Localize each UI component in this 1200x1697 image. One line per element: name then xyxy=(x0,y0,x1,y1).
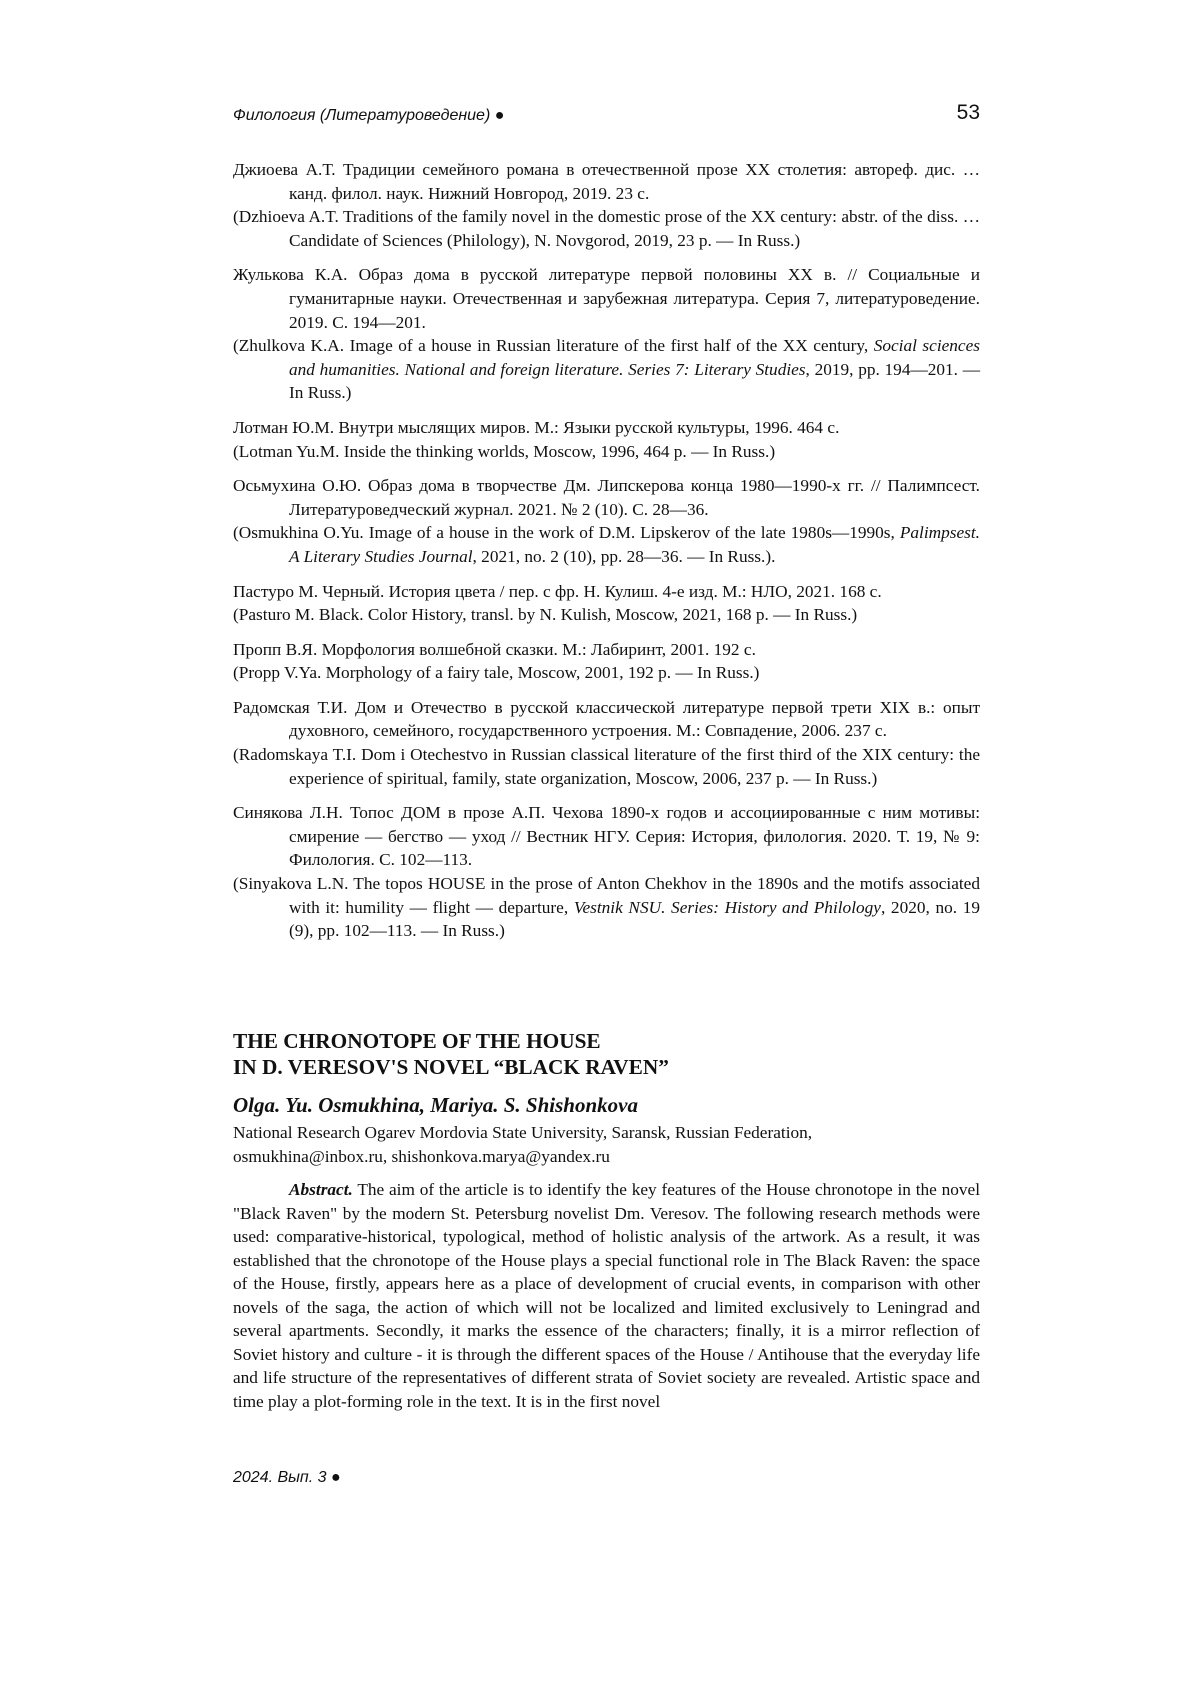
author-affiliation xyxy=(233,1121,980,1168)
reference-ru: Пастуро М. Черный. История цвета / пер. с фр. Н. Кулиш. 4-е изд. М.: НЛО, 2021. 168 с. xyxy=(233,580,980,604)
reference-en: (Lotman Yu.M. Inside the thinking worlds, Moscow, 1996, 464 p. — In Russ.) xyxy=(233,440,980,464)
reference-ru: Радомская Т.И. Дом и Отечество в русской классической литературе первой трети XIX в.: опыт духовного, семейного, государственного устроения. М.: Совпадение, 2006. 237 с. xyxy=(233,696,980,743)
reference-en: (Osmukhina O.Yu. Image of a house in the work of D.M. Lipskerov of the late 1980s—1990s, Palimpsest. A Literary Studies Journal, 2021, no. 2 (10), pp. 28—36. — In Russ.). xyxy=(233,521,980,568)
reference-item xyxy=(233,801,980,943)
reference-ru: Лотман Ю.М. Внутри мыслящих миров. М.: Языки русской культуры, 1996. 464 с. xyxy=(233,416,980,440)
reference-source-title: Vestnik NSU. Series: History and Philology xyxy=(574,898,881,917)
reference-ru: Джиоева А.Т. Традиции семейного романа в отечественной прозе XX столетия: автореф. дис. … канд. филол. наук. Нижний Новгород, 2019. 23 с. xyxy=(233,158,980,205)
reference-en: (Radomskaya T.I. Dom i Otechestvo in Russian classical literature of the first third of the XIX century: the experience of spiritual, family, state organization, Moscow, 2006, 237 p. — In Russ.) xyxy=(233,743,980,790)
reference-ru: Осьмухина О.Ю. Образ дома в творчестве Дм. Липскерова конца 1980—1990-х гг. // Палимпсест. Литературоведческий журнал. 2021. № 2 (10). С. 28—36. xyxy=(233,474,980,521)
reference-item xyxy=(233,638,980,685)
reference-item xyxy=(233,474,980,568)
running-header xyxy=(233,103,980,131)
article-title-line: IN D. VERESOV'S NOVEL “BLACK RAVEN” xyxy=(233,1054,980,1080)
journal-page xyxy=(233,0,980,1697)
reference-list xyxy=(233,158,980,954)
reference-en: (Dzhioeva A.T. Traditions of the family novel in the domestic prose of the XX century: abstr. of the diss. … Candidate of Sciences (Philology), N. Novgorod, 2019, 23 p. — In Russ.) xyxy=(233,205,980,252)
article-title-line: THE CHRONOTOPE OF THE HOUSE xyxy=(233,1028,980,1054)
reference-item xyxy=(233,416,980,463)
abstract-text: The aim of the article is to identify the key features of the House chronotope in the novel "Black Raven" by the modern St. Petersburg novelist Dm. Veresov. The following research methods were used: comparative-historical, typological, method of holistic analysis of the artwork. As a result, it was established that the chronotope of the House plays a special functional role in The Black Raven: the space of the House, firstly, appears here as a place of development of crucial events, in comparison with other novels of the saga, the action of which will not be localized and limited exclusively to Leningrad and several apartments. Secondly, it marks the essence of the characters; finally, it is a mirror reflection of Soviet history and culture - it is through the different spaces of the House / Antihouse that the everyday life and life structure of the representatives of different strata of Soviet society are revealed. Artistic space and time play a plot-forming role in the text. It is in the first novel xyxy=(233,1180,980,1411)
affiliation-line: National Research Ogarev Mordovia State University, Saransk, Russian Federation, xyxy=(233,1121,980,1145)
reference-item xyxy=(233,580,980,627)
reference-en: (Propp V.Ya. Morphology of a fairy tale, Moscow, 2001, 192 p. — In Russ.) xyxy=(233,661,980,685)
article-authors: Olga. Yu. Osmukhina, Mariya. S. Shishonkova xyxy=(233,1093,638,1118)
running-footer: 2024. Вып. 3 ● xyxy=(233,1469,341,1487)
reference-item xyxy=(233,263,980,405)
reference-ru: Жулькова К.А. Образ дома в русской литературе первой половины XX в. // Социальные и гуманитарные науки. Отечественная и зарубежная литература. Серия 7, литературоведение. 2019. С. 194—201. xyxy=(233,263,980,334)
reference-source-title: Social sciences and humanities. National and foreign literature. Series 7: Literary Studies xyxy=(289,336,980,379)
reference-en: (Pasturo M. Black. Color History, transl. by N. Kulish, Moscow, 2021, 168 p. — In Russ.) xyxy=(233,603,980,627)
reference-en: (Zhulkova K.A. Image of a house in Russian literature of the first half of the XX century, Social sciences and humanities. National and foreign literature. Series 7: Literary Studies, 2019, pp. 194—201. — In Russ.) xyxy=(233,334,980,405)
reference-item xyxy=(233,158,980,252)
page-number: 53 xyxy=(957,101,980,125)
article-title xyxy=(233,1028,980,1080)
author-emails: osmukhina@inbox.ru, shishonkova.marya@yandex.ru xyxy=(233,1145,980,1169)
article-abstract xyxy=(233,1178,980,1413)
journal-section-title: Филология (Литературоведение) ● xyxy=(233,107,504,125)
reference-item xyxy=(233,696,980,790)
reference-ru: Пропп В.Я. Морфология волшебной сказки. М.: Лабиринт, 2001. 192 с. xyxy=(233,638,980,662)
abstract-label: Abstract. xyxy=(289,1180,353,1199)
reference-source-title: Palimpsest. A Literary Studies Journal xyxy=(289,523,980,566)
reference-ru: Синякова Л.Н. Топос ДОМ в прозе А.П. Чехова 1890-х годов и ассоциированные с ним мотивы: смирение — бегство — уход // Вестник НГУ. Серия: История, филология. 2020. Т. 19, № 9: Филология. С. 102—113. xyxy=(233,801,980,872)
reference-en: (Sinyakova L.N. The topos HOUSE in the prose of Anton Chekhov in the 1890s and the motifs associated with it: humility — flight — departure, Vestnik NSU. Series: History and Philology, 2020, no. 19 (9), pp. 102—113. — In Russ.) xyxy=(233,872,980,943)
